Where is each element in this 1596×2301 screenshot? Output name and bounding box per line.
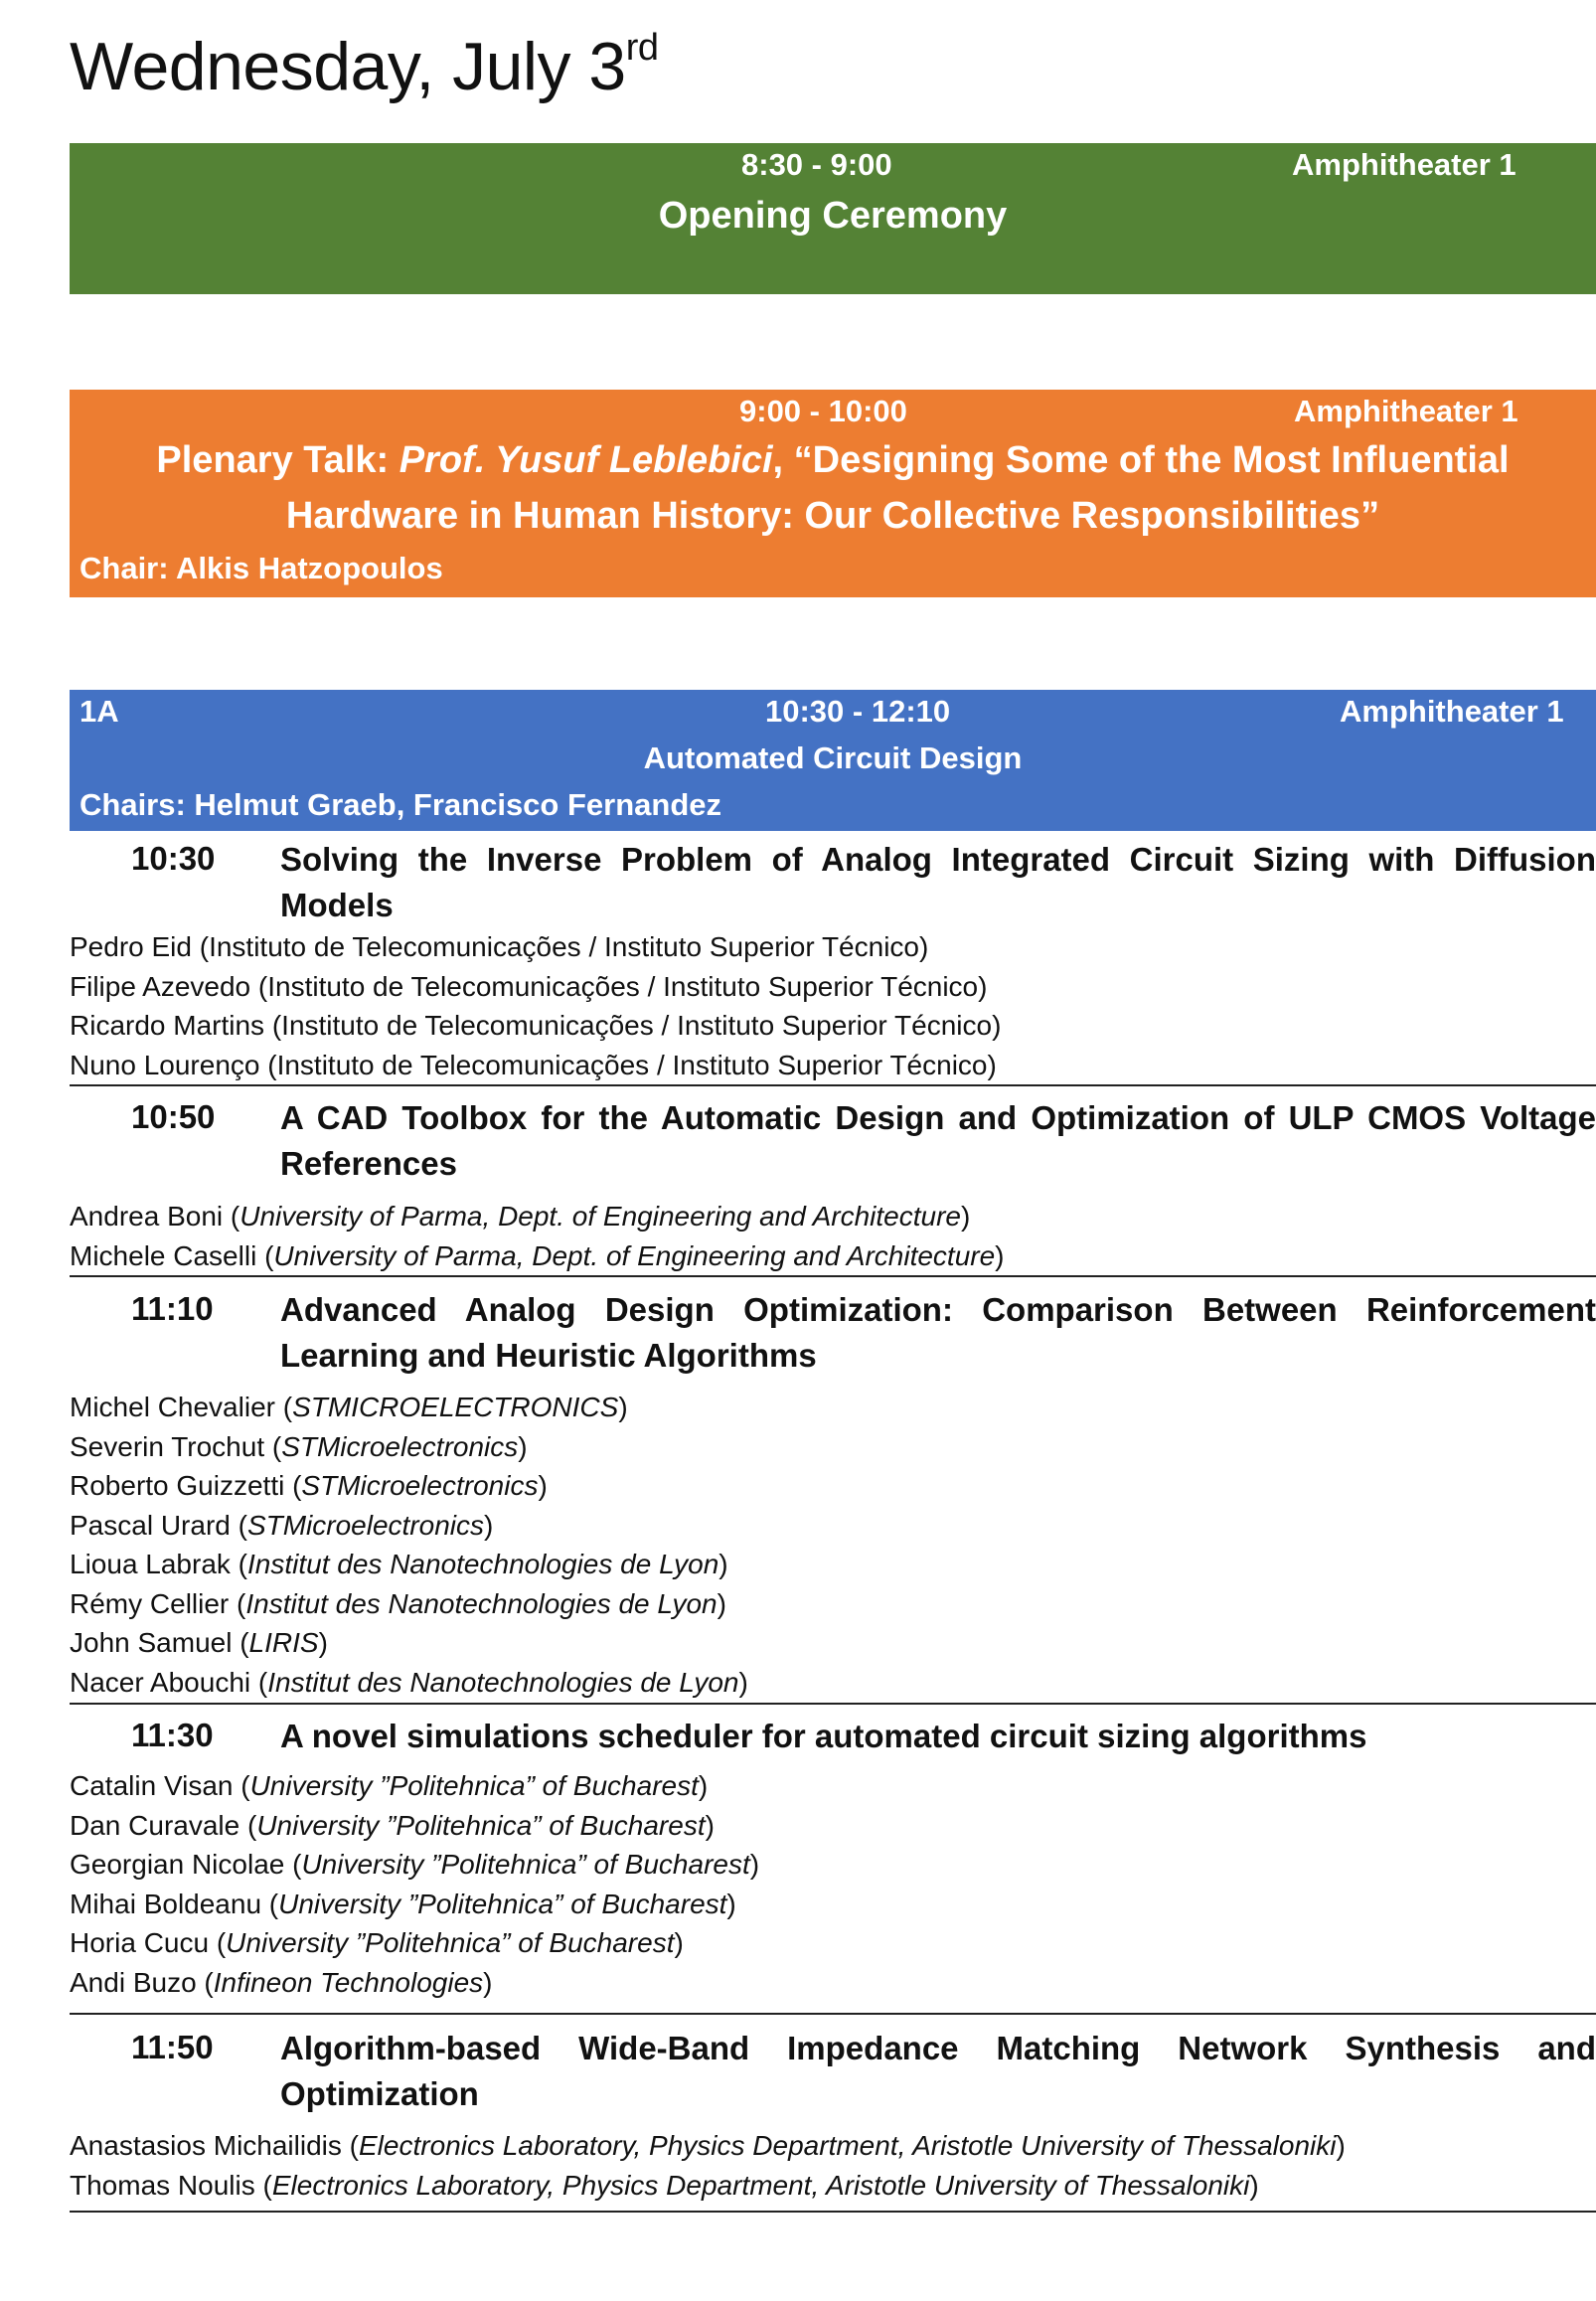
author: Catalin Visan (University ”Politehnica” of Bucharest) [70,1770,709,1801]
author: Ricardo Martins (Instituto de Telecomunicações / Instituto Superior Técnico) [70,1010,1002,1041]
talk-2-title-line-1: A CAD Toolbox for the Automatic Design and Optimization of ULP CMOS Voltage [280,1099,1596,1136]
talk-4-time: 11:30 [131,1717,214,1753]
divider [70,1703,1596,1705]
divider [70,1084,1596,1086]
author: Lioua Labrak (Institut des Nanotechnologies de Lyon) [70,1549,728,1579]
talk-2-time: 10:50 [131,1098,216,1135]
author: Rémy Cellier (Institut des Nanotechnologies de Lyon) [70,1587,726,1619]
divider [70,2013,1596,2015]
talk-1-authors [70,927,1001,1084]
author: Severin Trochut (STMicroelectronics) [70,1430,528,1462]
talk-1-title-line-1: Solving the Inverse Problem of Analog Integrated Circuit Sizing with Diffusion [280,841,1596,878]
author: Michele Caselli (University of Parma, Dept. of Engineering and Architecture) [70,1239,1005,1271]
plenary-time: 9:00 - 10:00 [739,394,907,428]
author: Pascal Urard (STMicroelectronics) [70,1509,494,1541]
day-title-text: Wednesday, July 3 [70,29,626,104]
session-id: 1A [80,694,119,729]
author: Anastasios Michailidis (Electronics Laboratory, Physics Department, Aristotle University of Thessaloniki) [70,2130,1346,2161]
author: Pedro Eid (Instituto de Telecomunicações / Instituto Superior Técnico) [70,931,929,962]
author: Roberto Guizzetti (STMicroelectronics) [70,1470,548,1501]
talk-2-authors [70,1197,1005,1275]
author: Horia Cucu (University ”Politehnica” of Bucharest) [70,1927,684,1958]
plenary-chair: Chair: Alkis Hatzopoulos [80,551,443,585]
day-title-suffix: rd [625,27,659,70]
plenary-title-line-1 [70,439,1596,482]
author: Thomas Noulis (Electronics Laboratory, Physics Department, Aristotle University of Thessaloniki) [70,2169,1259,2201]
talk-3-authors [70,1388,748,1702]
opening-ceremony-block [70,143,1596,294]
divider [70,1275,1596,1277]
talk-3-title-line-1: Advanced Analog Design Optimization: Comparison Between Reinforcement [280,1291,1596,1328]
author: Andrea Boni (University of Parma, Dept. of Engineering and Architecture) [70,1201,971,1232]
talk-4-title [280,1714,1596,1759]
talk-2-title [280,1095,1596,1187]
talk-5-title [280,2026,1596,2117]
opening-title: Opening Ceremony [658,195,1008,237]
author: Michel Chevalier (STMICROELECTRONICS) [70,1392,628,1422]
plenary-title-line-2: Hardware in Human History: Our Collective Responsibilities” [285,495,1380,537]
talk-4-title-line-1: A novel simulations scheduler for automated circuit sizing algorithms [280,1718,1367,1754]
opening-time: 8:30 - 9:00 [741,147,892,182]
session-time: 10:30 - 12:10 [765,694,951,729]
author: Nuno Lourenço (Instituto de Telecomunicações / Instituto Superior Técnico) [70,1049,997,1080]
talk-1-title-line-2: Models [280,887,394,923]
author: Georgian Nicolae (University ”Politehnica” of Bucharest) [70,1849,760,1880]
author: Dan Curavale (University ”Politehnica” of Bucharest) [70,1809,715,1841]
plenary-talk-block [70,390,1596,597]
talk-1-title [280,837,1596,928]
session-room: Amphitheater 1 [1340,694,1564,729]
talk-5-time: 11:50 [131,2029,214,2065]
talk-2-title-line-2: References [280,1145,457,1182]
plenary-title-start: , “Designing Some of the Most Influential [772,439,1510,481]
author: Nacer Abouchi (Institut des Nanotechnologies de Lyon) [70,1666,748,1698]
page-title [70,28,659,105]
session-header [70,690,1596,831]
divider [70,2211,1596,2213]
plenary-speaker: Prof. Yusuf Leblebici [399,439,773,481]
talk-3-title-line-2: Learning and Heuristic Algorithms [280,1337,817,1374]
talk-3-time: 11:10 [131,1290,214,1327]
talk-3-title [280,1287,1596,1379]
opening-room: Amphitheater 1 [1292,147,1516,182]
talk-5-title-line-2: Optimization [280,2075,479,2112]
talk-4-authors [70,1766,759,2002]
author: John Samuel (LIRIS) [70,1627,328,1658]
talk-5-authors [70,2126,1346,2205]
talk-1-time: 10:30 [131,840,216,877]
session-chairs: Chairs: Helmut Graeb, Francisco Fernandez [80,787,722,822]
plenary-room: Amphitheater 1 [1294,394,1518,428]
talk-5-title-line-1: Algorithm-based Wide-Band Impedance Matching Network Synthesis and [280,2030,1596,2066]
author: Andi Buzo (Infineon Technologies) [70,1966,493,1998]
session-title: Automated Circuit Design [643,740,1023,775]
author: Filipe Azevedo (Instituto de Telecomunicações / Instituto Superior Técnico) [70,970,988,1002]
author: Mihai Boldeanu (University ”Politehnica” of Bucharest) [70,1888,736,1919]
plenary-prefix: Plenary Talk: [156,439,399,481]
